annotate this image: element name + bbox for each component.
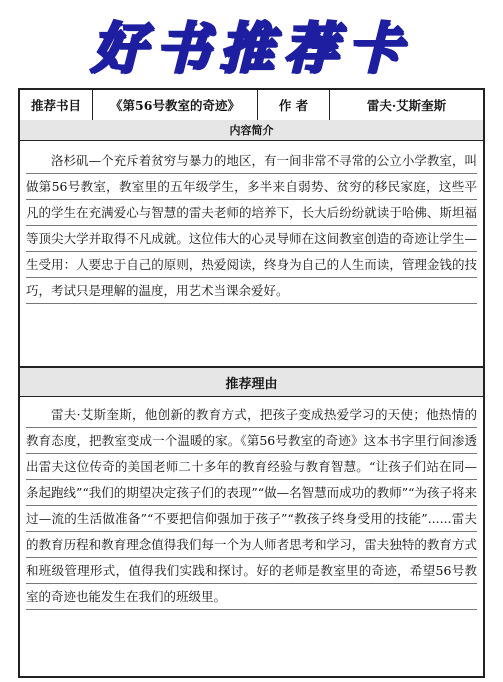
- reason-text: 雷夫·艾斯奎斯，他创新的教育方式，把孩子变成热爱学习的天使；他热情的教育态度，把教室变成一个温暖的家。《第56号教室的奇迹》这本书字里行间渗透出雷夫这位传奇的美国老师二十多年的教育经验与教育智慧。“让孩子们站在同—条起跑线”“我们的期望决定孩子们的表现”“做—名智慧而成功的教师”“为孩子将来过—流的生活做准备”“不要把信仰强加于孩子”“教孩子终身受用的技能”......雷夫的教育历程和教育理念值得我们每一个为人师者思考和学习，雷夫独特的教育方式和班级管理形式，值得我们实践和探讨。好的老师是教室里的奇迹，希望56号教室的奇迹也能发生在我们的班级里。: [26, 402, 477, 610]
- page-title-text: 好书推荐卡: [91, 16, 412, 80]
- recommendation-card: [18, 88, 485, 678]
- summary-text: 洛杉矶—个充斥着贫穷与暴力的地区，有一间非常不寻常的公立小学教室，叫做第56号教室，教室里的五年级学生，多半来自弱势、贫穷的移民家庭，这些平凡的学生在充满爱心与智慧的雷夫老师的培养下，长大后纷纷就读于哈佛、斯坦福等顶尖大学并取得不凡成就。这位伟大的心灵导师在这间教室创造的奇迹让学生—生受用：人要忠于自己的原则，热爱阅读，终身为自己的人生而读，管理金钱的技巧，考试只是理解的温度，用艺术当课余爱好。: [26, 148, 477, 304]
- author-label: 作 者: [258, 90, 330, 120]
- reason-heading: 推荐理由: [20, 366, 483, 397]
- page-title: [0, 0, 503, 88]
- summary-heading: 内容简介: [20, 120, 483, 141]
- book-title: 《第56号教室的奇迹》: [93, 90, 258, 120]
- book-info-row: [20, 90, 483, 122]
- book-label: 推荐书目: [20, 90, 93, 120]
- author-name: 雷夫·艾斯奎斯: [366, 98, 447, 113]
